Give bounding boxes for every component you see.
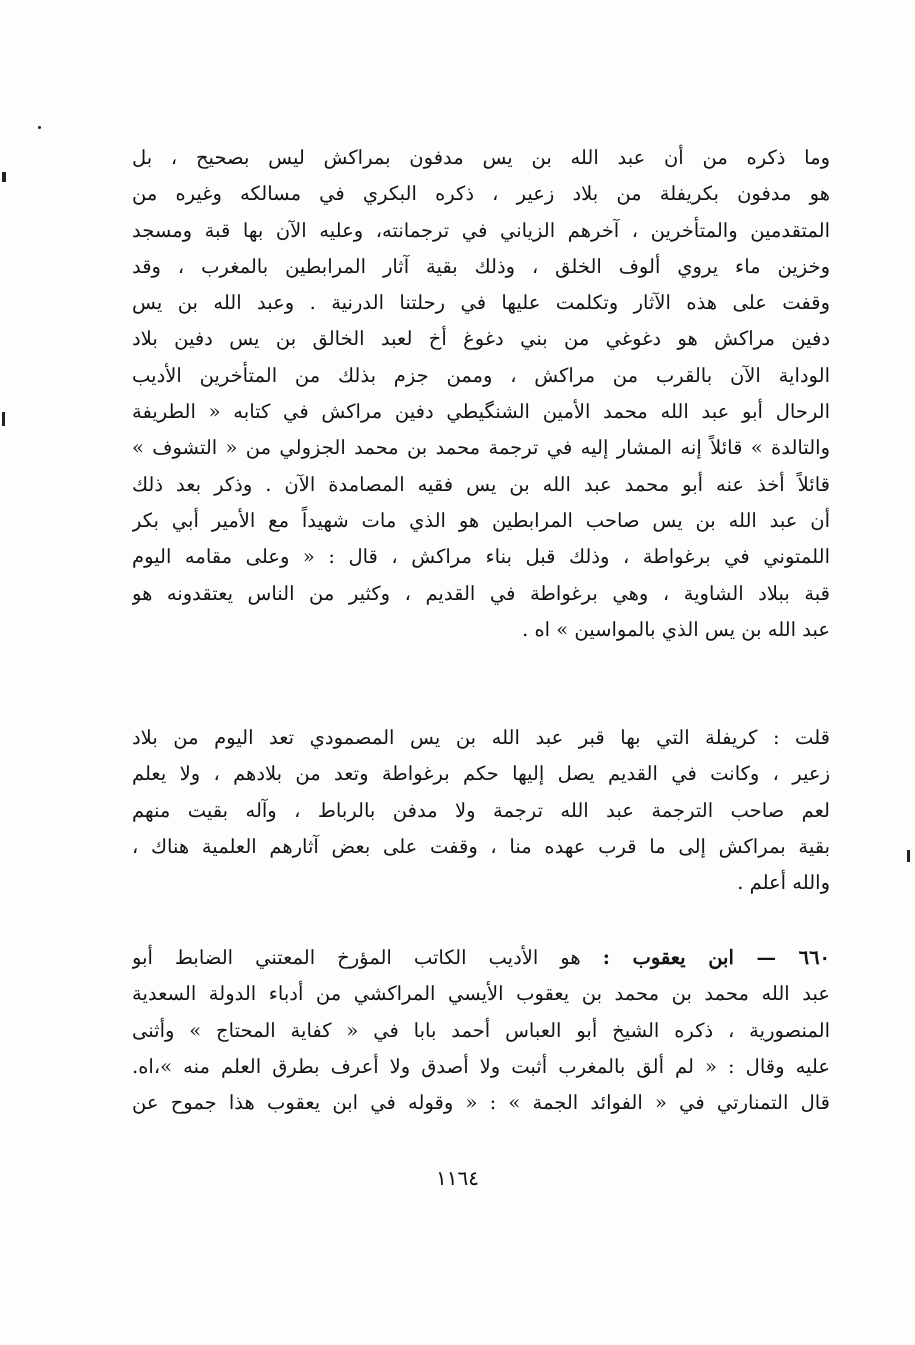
text-line: وخزين ماء يروي ألوف الخلق ، وذلك بقية آثار المرابطين بالمغرب ، وقد bbox=[132, 254, 830, 278]
scan-mark bbox=[2, 412, 5, 426]
text-line: بقية بمراكش إلى ما قرب عهده منا ، وقفت على بعض آثارهم العلمية هناك ، bbox=[132, 834, 830, 858]
text-line: الوداية الآن بالقرب من مراكش ، وممن جزم بذلك من المتأخرين الأديب bbox=[132, 363, 830, 387]
entry-heading-rest: هو الأديب الكاتب المؤرخ المعتني الضابط أبو bbox=[132, 946, 581, 969]
scan-mark bbox=[907, 850, 910, 862]
text-line: المنصورية ، ذكره الشيخ أبو العباس أحمد بابا في « كفاية المحتاج » وأثنى bbox=[132, 1018, 830, 1042]
scan-mark bbox=[2, 172, 6, 182]
text-line: والله أعلم . bbox=[737, 871, 830, 895]
text-line: والتالدة » قائلاً إنه المشار إليه في ترجمة محمد بن محمد الجزولي من « التشوف » bbox=[132, 436, 830, 460]
paragraph-ibn-yasin-burial bbox=[132, 140, 830, 648]
text-line: المتقدمين والمتأخرين ، آخرهم الزياني في ترجمانته، وعليه الآن بها قبة ومسجد bbox=[132, 218, 830, 242]
text-line: دفين مراكش هو دغوغي من بني دغوغ أخ لعبد الخالق بن يس دفين بلاد bbox=[132, 327, 830, 351]
text-line: وقفت على هذه الآثار وتكلمت عليها في رحلتنا الدرنية . وعبد الله بن يس bbox=[132, 291, 830, 315]
scan-mark bbox=[38, 126, 41, 129]
page-number: ١١٦٤ bbox=[436, 1166, 479, 1190]
text-line: لعم صاحب الترجمة عبد الله ترجمة ولا مدفن بالرباط ، وآله بقيت منهم bbox=[132, 798, 830, 822]
text-line: زعير ، وكانت في القديم يصل إليها حكم برغواطة وتعد من بلادهم ، ولا يعلم bbox=[132, 762, 830, 786]
text-line: أن عبد الله بن يس صاحب المرابطين هو الذي مات شهيداً مع الأمير أبي بكر bbox=[132, 508, 830, 532]
entry-660-ibn-yaqub bbox=[132, 940, 830, 1121]
text-line: قال التمنارتي في « الفوائد الجمة » : « وقوله في ابن يعقوب هذا جموح عن bbox=[132, 1091, 830, 1115]
text-line: هو مدفون بكريفلة من بلاد زعير ، ذكره البكري في مسالكه وغيره من bbox=[132, 182, 830, 206]
text-line: قبة ببلاد الشاوية ، وهي برغواطة في القديم ، وكثير من الناس يعتقدونه هو bbox=[132, 581, 830, 605]
text-line bbox=[132, 940, 830, 976]
text-line: عبد الله بن يس الذي بالمواسين » اه . bbox=[522, 617, 830, 641]
text-line: عبد الله محمد بن محمد بن يعقوب الأيسي المراكشي من أدباء الدولة السعدية bbox=[132, 982, 830, 1006]
text-line: قلت : كريفلة التي بها قبر عبد الله بن يس المصمودي تعد اليوم من بلاد bbox=[132, 726, 830, 749]
text-line: الرحال أبو عبد الله محمد الأمين الشنگيطي دفين مراكش في كتابه « الطريفة bbox=[132, 400, 830, 424]
text-line: قائلاً أخذ عنه أبو محمد عبد الله بن يس فقيه المصامدة الآن . وذكر بعد ذلك bbox=[132, 472, 830, 496]
text-line: وما ذكره من أن عبد الله بن يس مدفون بمراكش ليس بصحيح ، بل bbox=[132, 146, 830, 169]
entry-heading: ٦٦٠ — ابن يعقوب : bbox=[602, 946, 830, 969]
text-line: اللمتوني في برغواطة ، وذلك قبل بناء مراكش ، قال : « وعلى مقامه اليوم bbox=[132, 545, 830, 569]
text-line: عليه وقال : « لم ألق بالمغرب أثبت ولا أصدق ولا أعرف بطرق العلم منه »،اه. bbox=[132, 1054, 830, 1078]
paragraph-author-note bbox=[132, 720, 830, 901]
